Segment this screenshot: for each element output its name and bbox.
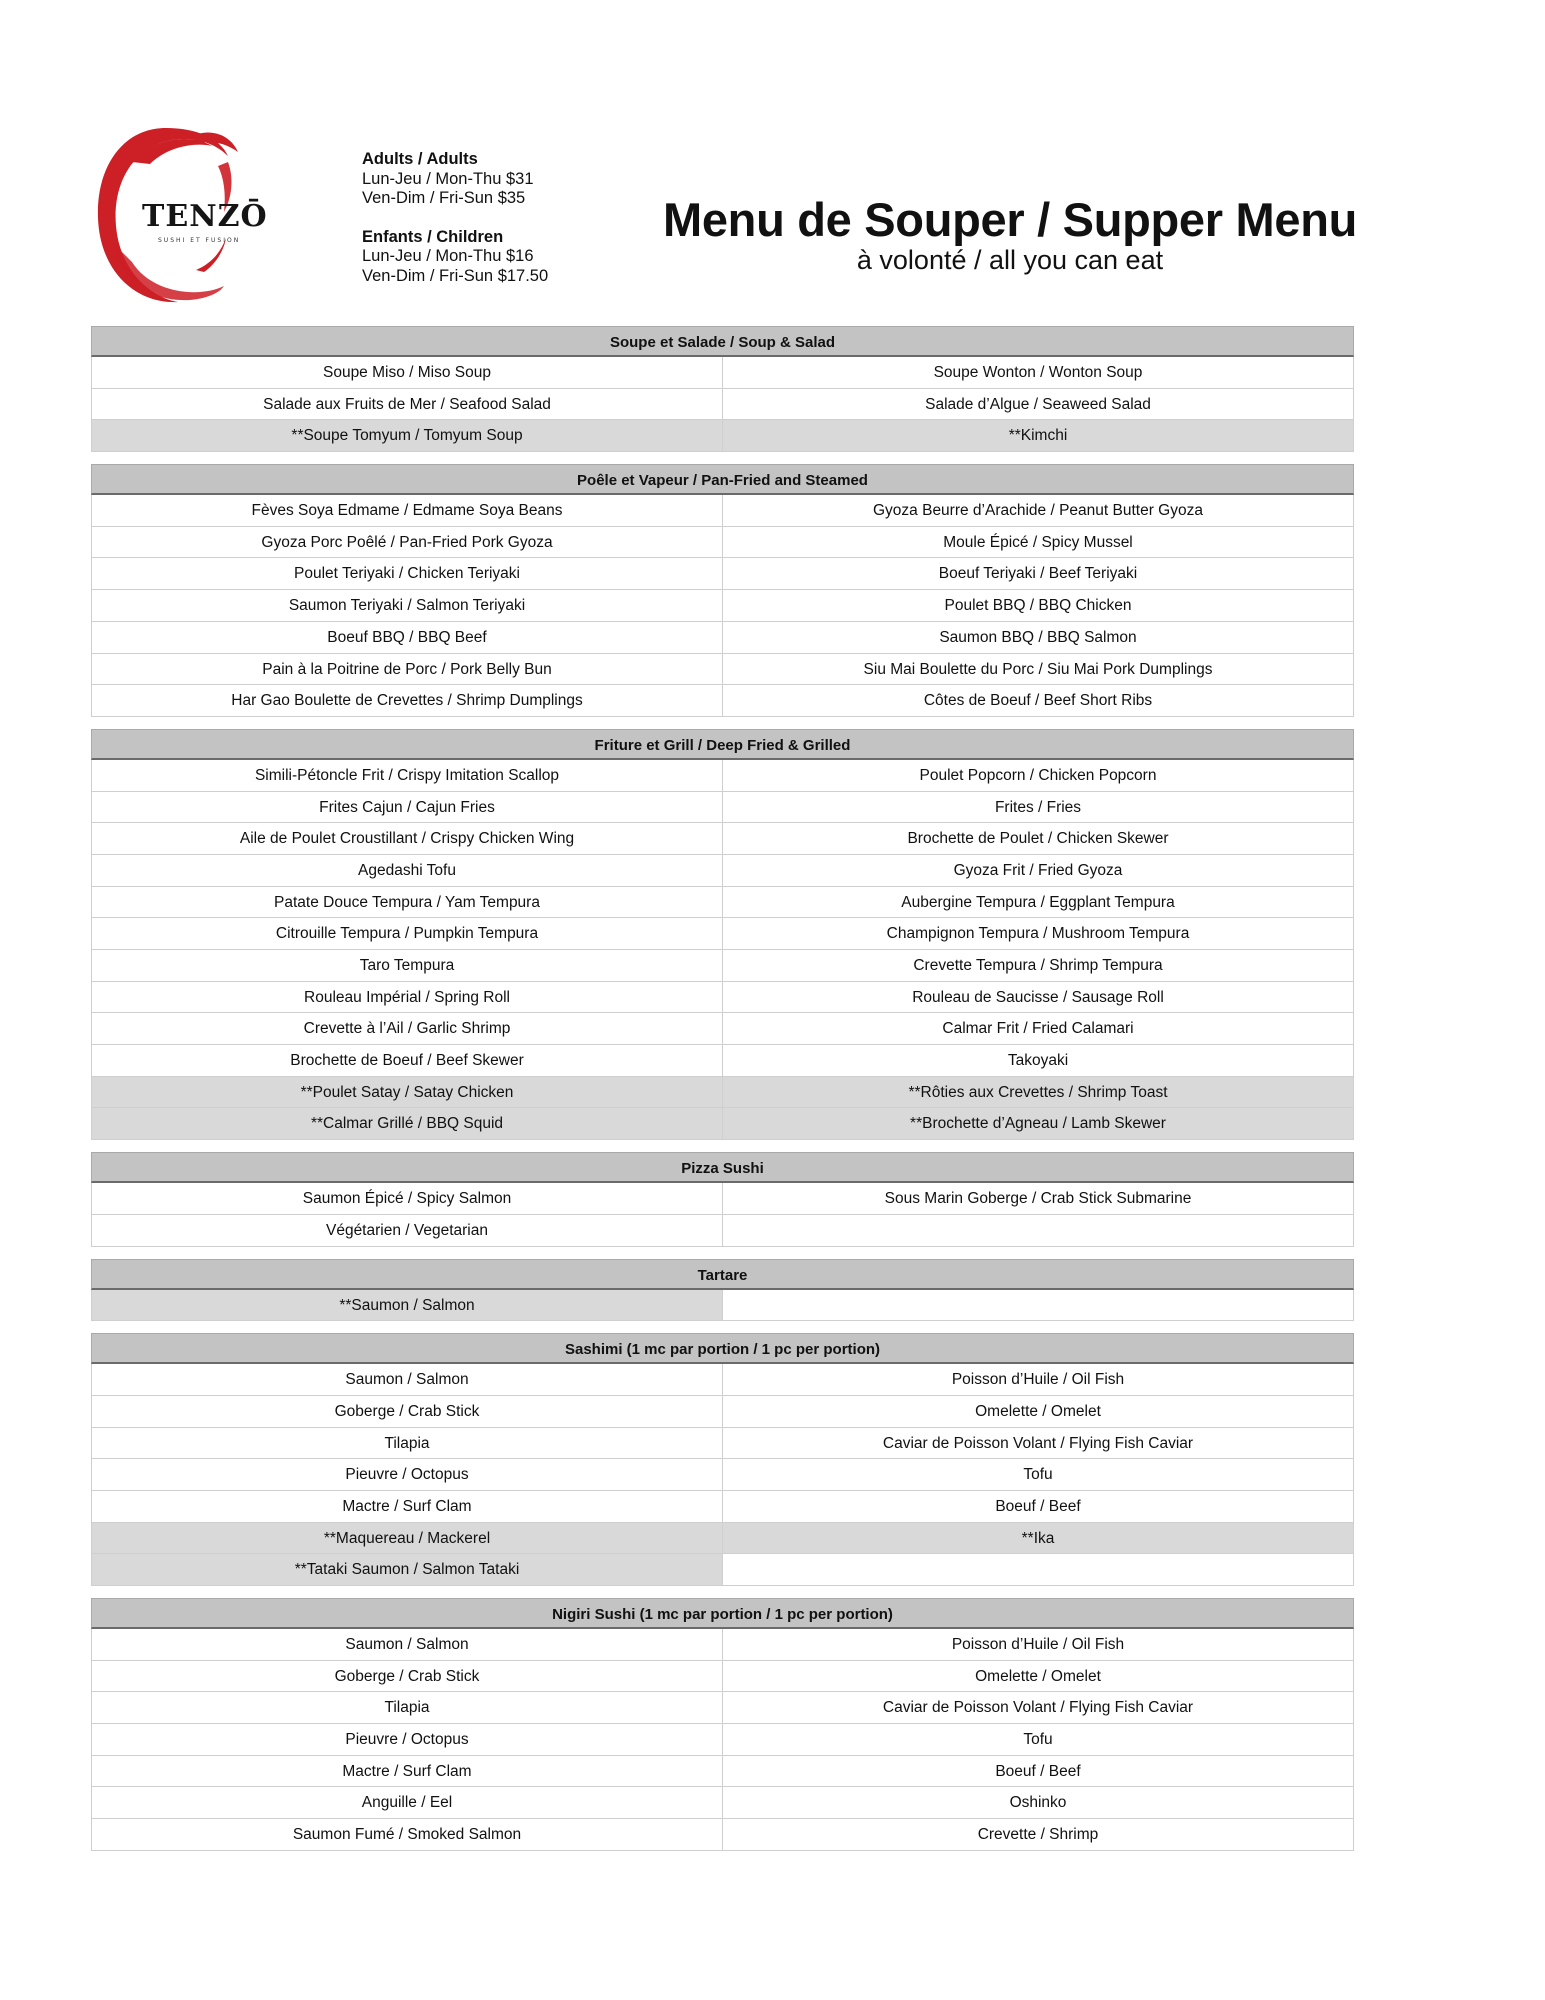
table-row [91,887,1354,919]
menu-item-left: Agedashi Tofu [91,855,723,887]
table-row [91,1629,1354,1661]
table-row [91,590,1354,622]
children-weekday-price: Lun-Jeu / Mon-Thu $16 [362,247,534,265]
menu-item-right: Salade d’Algue / Seaweed Salad [723,389,1354,421]
menu-item-right: Gyoza Beurre d’Arachide / Peanut Butter Gyoza [723,495,1354,527]
section-header: Friture et Grill / Deep Fried & Grilled [91,729,1354,760]
table-row [91,1290,1354,1322]
page-title: Menu de Souper / Supper Menu [662,193,1358,246]
menu-item-right: Saumon BBQ / BBQ Salmon [723,622,1354,654]
table-row [91,1077,1354,1109]
table-row [91,1045,1354,1077]
table-row [91,1787,1354,1819]
menu-item-left: Goberge / Crab Stick [91,1396,723,1428]
menu-item-left: **Maquereau / Mackerel [91,1523,723,1555]
menu-item-left: Saumon Fumé / Smoked Salmon [91,1819,723,1851]
menu-item-left: **Soupe Tomyum / Tomyum Soup [91,420,723,452]
menu-item-left: Mactre / Surf Clam [91,1756,723,1788]
menu-item-left: Saumon / Salmon [91,1364,723,1396]
menu-section [91,729,1354,1140]
menu-item-right: Frites / Fries [723,792,1354,824]
menu-item-left: Salade aux Fruits de Mer / Seafood Salad [91,389,723,421]
menu-item-right: Côtes de Boeuf / Beef Short Ribs [723,685,1354,717]
section-header: Tartare [91,1259,1354,1290]
table-row [91,622,1354,654]
menu-item-left: Rouleau Impérial / Spring Roll [91,982,723,1014]
table-row [91,792,1354,824]
table-row [91,1491,1354,1523]
menu-item-right: Omelette / Omelet [723,1396,1354,1428]
table-row [91,357,1354,389]
menu-item-right: Poisson d’Huile / Oil Fish [723,1364,1354,1396]
menu-item-right [723,1290,1354,1322]
tenzo-logo-icon [92,122,268,308]
menu-item-left: Brochette de Boeuf / Beef Skewer [91,1045,723,1077]
table-row [91,855,1354,887]
section-header: Soupe et Salade / Soup & Salad [91,326,1354,357]
menu-item-right: **Brochette d’Agneau / Lamb Skewer [723,1108,1354,1140]
menu-item-left: Har Gao Boulette de Crevettes / Shrimp Dumplings [91,685,723,717]
menu-item-right: Poisson d’Huile / Oil Fish [723,1629,1354,1661]
menu-item-right: Rouleau de Saucisse / Sausage Roll [723,982,1354,1014]
menu-item-left: Crevette à l’Ail / Garlic Shrimp [91,1013,723,1045]
menu-item-right: Caviar de Poisson Volant / Flying Fish Caviar [723,1692,1354,1724]
menu-item-right: Boeuf / Beef [723,1491,1354,1523]
menu-item-right: Champignon Tempura / Mushroom Tempura [723,918,1354,950]
menu-item-left: Citrouille Tempura / Pumpkin Tempura [91,918,723,950]
menu-item-right: Omelette / Omelet [723,1661,1354,1693]
menu-item-right [723,1554,1354,1586]
menu-item-left: Poulet Teriyaki / Chicken Teriyaki [91,558,723,590]
menu-item-left: Gyoza Porc Poêlé / Pan-Fried Pork Gyoza [91,527,723,559]
table-row [91,1554,1354,1586]
section-header: Pizza Sushi [91,1152,1354,1183]
menu-item-left: Boeuf BBQ / BBQ Beef [91,622,723,654]
table-row [91,1724,1354,1756]
table-row [91,389,1354,421]
menu-item-right: Sous Marin Goberge / Crab Stick Submarine [723,1183,1354,1215]
menu-section [91,1598,1354,1851]
table-row [91,1819,1354,1851]
menu-item-left: **Saumon / Salmon [91,1290,723,1322]
table-row [91,982,1354,1014]
menu-item-left: Goberge / Crab Stick [91,1661,723,1693]
table-row [91,1108,1354,1140]
menu-item-left: Pain à la Poitrine de Porc / Pork Belly Bun [91,654,723,686]
menu-item-right: Gyoza Frit / Fried Gyoza [723,855,1354,887]
table-row [91,918,1354,950]
menu-item-left: Pieuvre / Octopus [91,1459,723,1491]
menu-item-left: **Poulet Satay / Satay Chicken [91,1077,723,1109]
menu-item-left: Fèves Soya Edmame / Edmame Soya Beans [91,495,723,527]
table-row [91,1459,1354,1491]
menu-item-right: **Ika [723,1523,1354,1555]
menu-item-left: Taro Tempura [91,950,723,982]
table-row [91,654,1354,686]
table-row [91,1183,1354,1215]
menu-item-left: Pieuvre / Octopus [91,1724,723,1756]
menu-section [91,1152,1354,1246]
table-row [91,1661,1354,1693]
children-label: Enfants / Children [362,227,504,246]
table-row [91,558,1354,590]
menu-item-right: Oshinko [723,1787,1354,1819]
menu-item-left: Mactre / Surf Clam [91,1491,723,1523]
menu-item-right: Boeuf Teriyaki / Beef Teriyaki [723,558,1354,590]
menu-item-left: Soupe Miso / Miso Soup [91,357,723,389]
menu-item-right: Tofu [723,1459,1354,1491]
section-header: Sashimi (1 mc par portion / 1 pc per portion) [91,1333,1354,1364]
menu-item-right: Calmar Frit / Fried Calamari [723,1013,1354,1045]
menu-item-right: Brochette de Poulet / Chicken Skewer [723,823,1354,855]
menu-item-right: Poulet BBQ / BBQ Chicken [723,590,1354,622]
menu-item-right: **Rôties aux Crevettes / Shrimp Toast [723,1077,1354,1109]
menu-item-left: Simili-Pétoncle Frit / Crispy Imitation Scallop [91,760,723,792]
svg-text:SUSHI ET FUSION: SUSHI ET FUSION [158,237,241,244]
table-row [91,1692,1354,1724]
table-row [91,1523,1354,1555]
menu-item-left: Végétarien / Vegetarian [91,1215,723,1247]
section-header: Poêle et Vapeur / Pan-Fried and Steamed [91,464,1354,495]
menu-section [91,464,1354,717]
menu-item-right: **Kimchi [723,420,1354,452]
menu-item-right: Moule Épicé / Spicy Mussel [723,527,1354,559]
adults-label: Adults / Adults [362,150,478,168]
page-subtitle: à volonté / all you can eat [856,245,1164,275]
menu-tables [91,326,1354,1863]
table-row [91,1396,1354,1428]
table-row [91,685,1354,717]
menu-item-left: Tilapia [91,1692,723,1724]
table-row [91,1756,1354,1788]
adults-weekday-price: Lun-Jeu / Mon-Thu $31 [362,169,534,188]
menu-item-left: Saumon Épicé / Spicy Salmon [91,1183,723,1215]
menu-item-right: Crevette / Shrimp [723,1819,1354,1851]
menu-item-left: **Calmar Grillé / BBQ Squid [91,1108,723,1140]
table-row [91,1428,1354,1460]
table-row [91,950,1354,982]
menu-item-right: Tofu [723,1724,1354,1756]
table-row [91,1364,1354,1396]
table-row [91,527,1354,559]
svg-text:TENZŌ: TENZŌ [142,199,268,234]
adults-weekend-price: Ven-Dim / Fri-Sun $35 [362,189,526,207]
menu-item-right: Boeuf / Beef [723,1756,1354,1788]
menu-item-left: Tilapia [91,1428,723,1460]
menu-item-right: Caviar de Poisson Volant / Flying Fish Caviar [723,1428,1354,1460]
section-header: Nigiri Sushi (1 mc par portion / 1 pc per portion) [91,1598,1354,1629]
table-row [91,420,1354,452]
menu-item-left: **Tataki Saumon / Salmon Tataki [91,1554,723,1586]
table-row [91,823,1354,855]
table-row [91,495,1354,527]
table-row [91,1215,1354,1247]
children-weekend-price: Ven-Dim / Fri-Sun $17.50 [362,266,549,285]
price-block [362,150,548,286]
menu-item-left: Saumon / Salmon [91,1629,723,1661]
menu-item-right: Siu Mai Boulette du Porc / Siu Mai Pork Dumplings [723,654,1354,686]
menu-item-left: Frites Cajun / Cajun Fries [91,792,723,824]
menu-section [91,326,1354,452]
menu-item-right [723,1215,1354,1247]
menu-item-left: Aile de Poulet Croustillant / Crispy Chicken Wing [91,823,723,855]
menu-section [91,1259,1354,1322]
table-row [91,1013,1354,1045]
menu-item-left: Patate Douce Tempura / Yam Tempura [91,887,723,919]
menu-item-right: Aubergine Tempura / Eggplant Tempura [723,887,1354,919]
menu-item-right: Crevette Tempura / Shrimp Tempura [723,950,1354,982]
table-row [91,760,1354,792]
menu-item-left: Saumon Teriyaki / Salmon Teriyaki [91,590,723,622]
menu-item-right: Poulet Popcorn / Chicken Popcorn [723,760,1354,792]
title-block [560,193,1460,275]
menu-item-right: Soupe Wonton / Wonton Soup [723,357,1354,389]
menu-item-right: Takoyaki [723,1045,1354,1077]
logo [92,122,268,308]
menu-section [91,1333,1354,1586]
menu-item-left: Anguille / Eel [91,1787,723,1819]
